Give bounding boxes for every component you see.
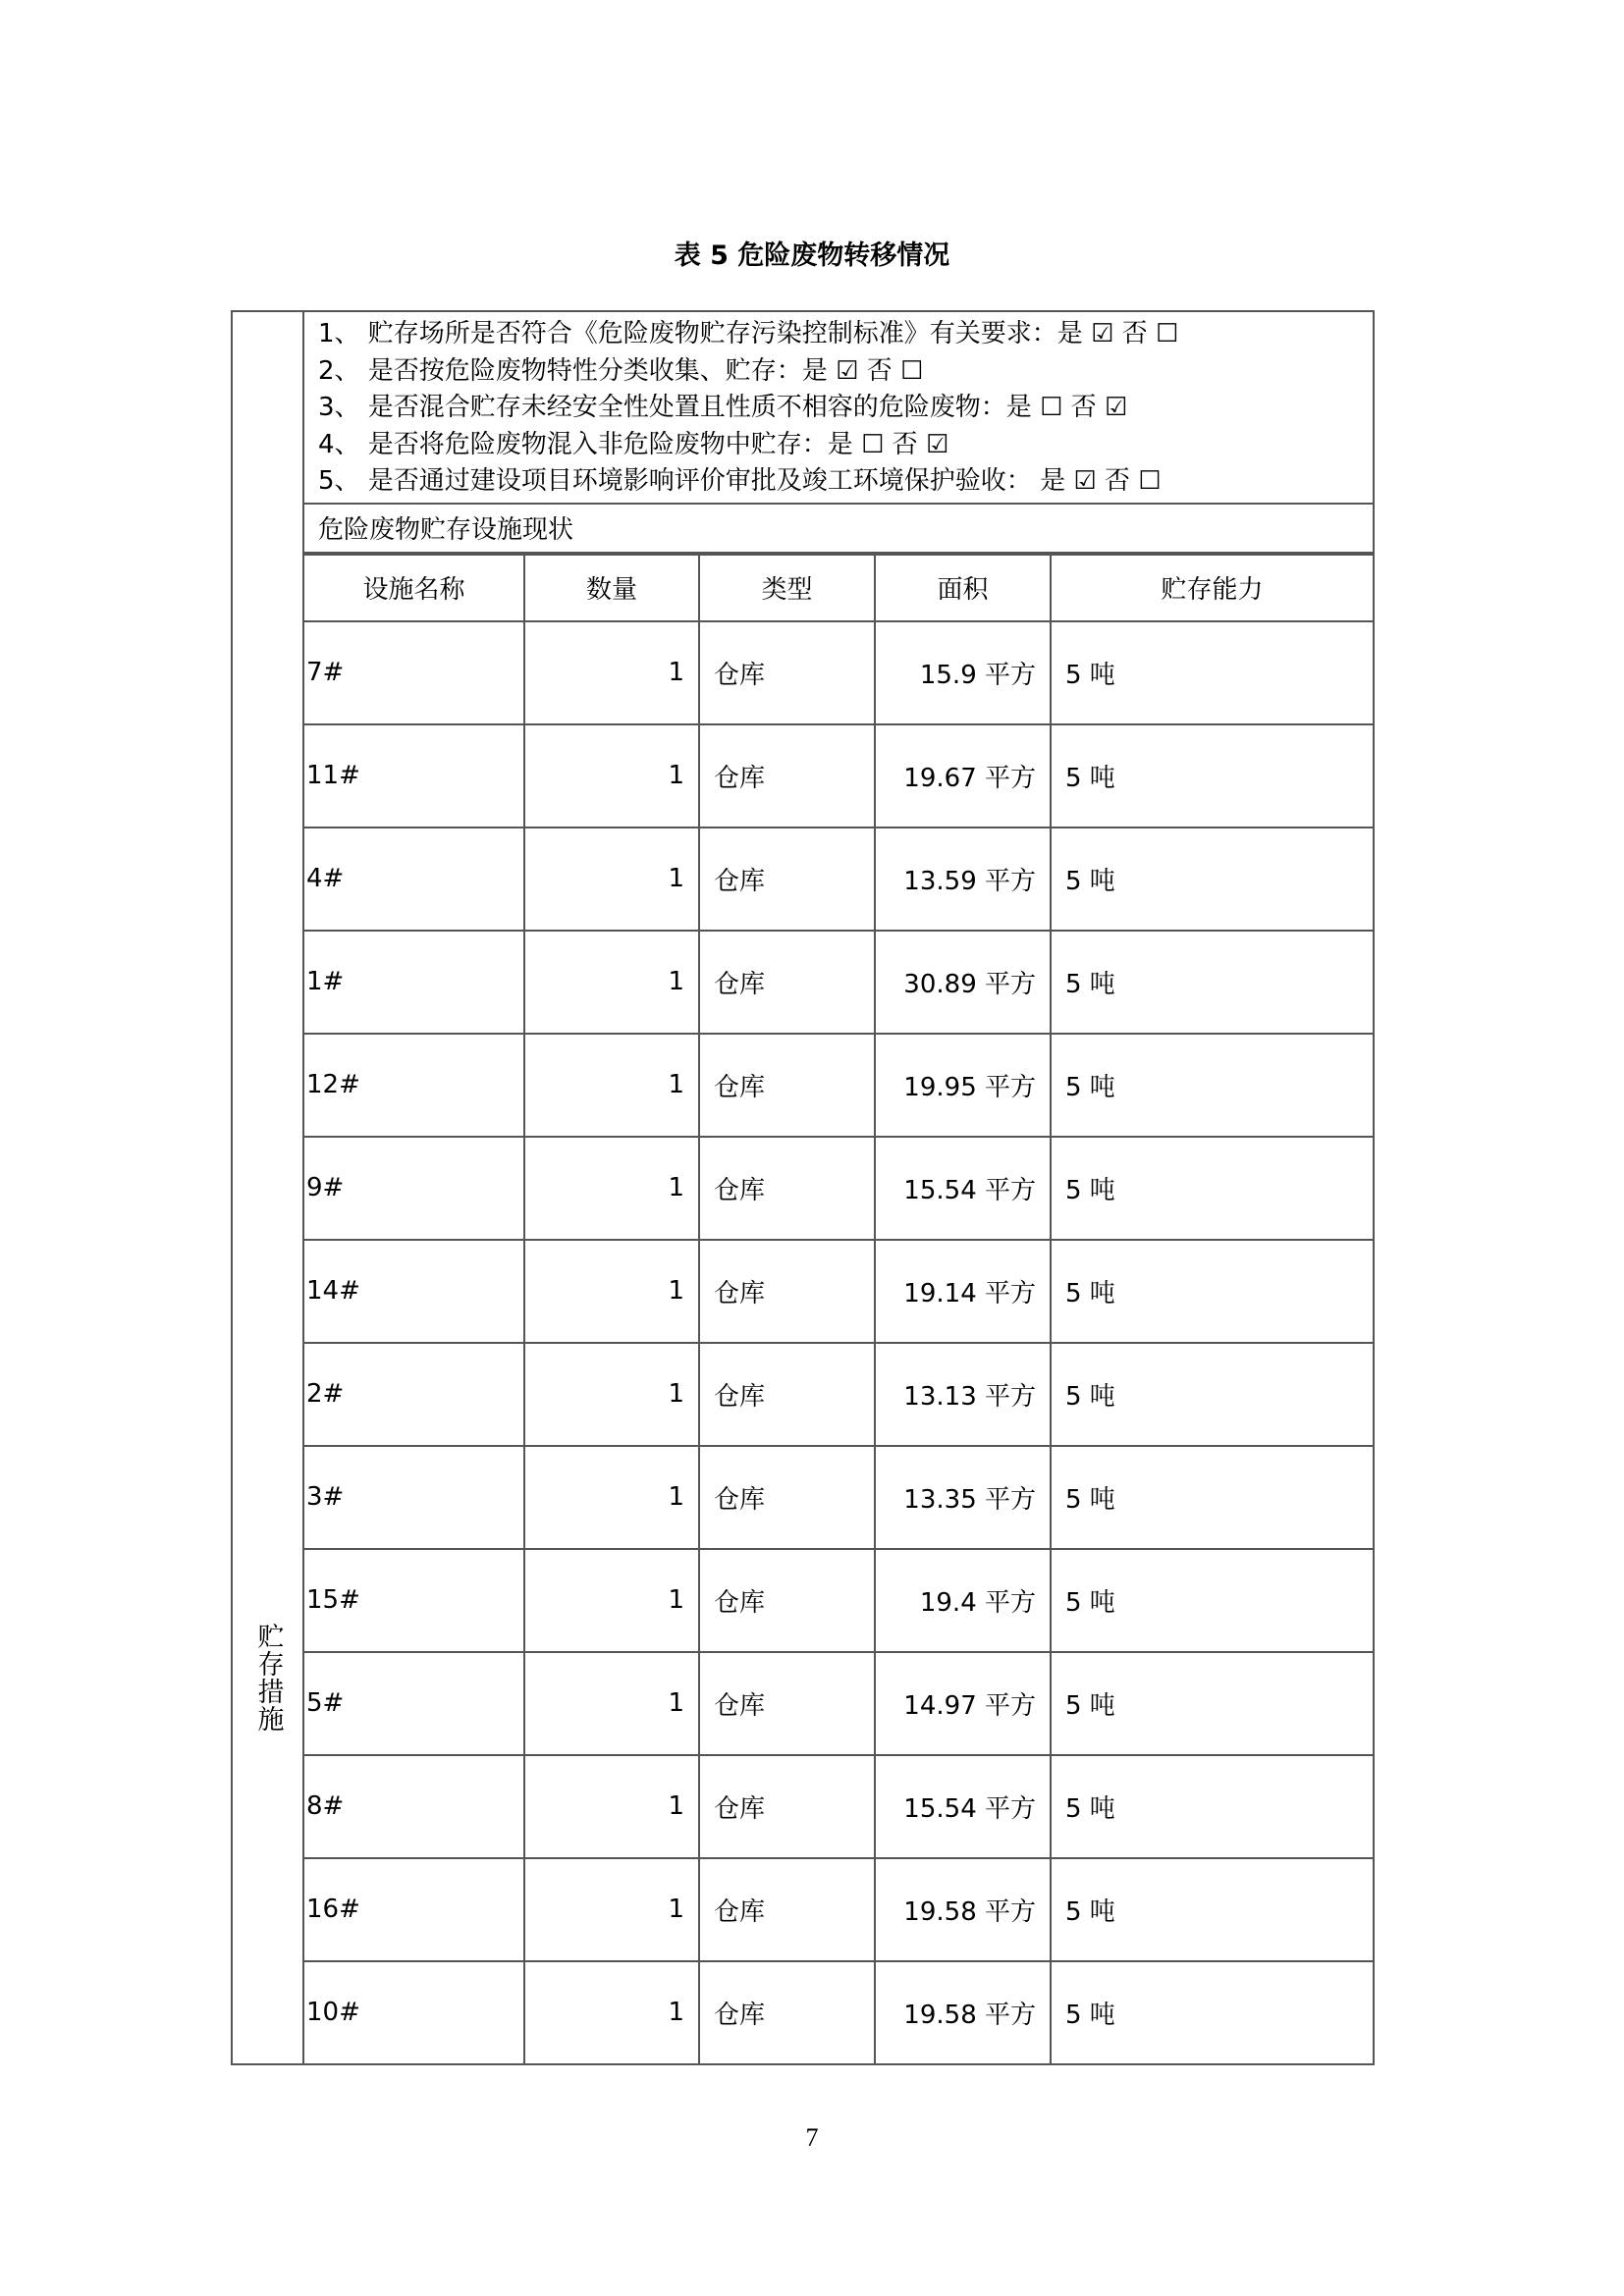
table-cell: 15.54 平方 (875, 1755, 1051, 1858)
table-cell: 19.14 平方 (875, 1240, 1051, 1343)
table-cell: 9# (304, 1137, 524, 1240)
table-row (304, 1652, 1373, 1755)
table-cell: 19.58 平方 (875, 1961, 1051, 2063)
page-number: 7 (805, 2123, 819, 2152)
table-cell: 3# (304, 1446, 524, 1549)
table-cell: 仓库 (699, 828, 875, 931)
table-cell: 仓库 (699, 621, 875, 724)
table-cell: 5# (304, 1652, 524, 1755)
checkbox-icon: ☑ (1104, 393, 1128, 422)
table-cell: 1 (524, 828, 699, 931)
table-row (304, 1446, 1373, 1549)
table-cell: 19.95 平方 (875, 1034, 1051, 1137)
table-cell: 仓库 (699, 1446, 875, 1549)
table-row (304, 931, 1373, 1034)
table-cell: 5 吨 (1051, 724, 1373, 828)
table-cell: 5 吨 (1051, 1652, 1373, 1755)
table-cell: 8# (304, 1755, 524, 1858)
table-cell: 仓库 (699, 1549, 875, 1652)
side-label-cell (232, 311, 303, 2064)
table-cell: 5 吨 (1051, 1034, 1373, 1137)
table-cell: 1# (304, 931, 524, 1034)
table-cell: 仓库 (699, 724, 875, 828)
checkbox-icon: ☐ (1040, 393, 1063, 422)
table-row (304, 1034, 1373, 1137)
table-cell: 16# (304, 1858, 524, 1961)
table-row (304, 1240, 1373, 1343)
table-row (304, 1961, 1373, 2063)
column-header: 数量 (524, 555, 699, 621)
table-cell: 5 吨 (1051, 1961, 1373, 2063)
table-cell: 1 (524, 931, 699, 1034)
table-row (304, 1755, 1373, 1858)
checkbox-icon: ☐ (899, 355, 924, 386)
table-row (304, 1549, 1373, 1652)
table-cell: 5 吨 (1051, 1549, 1373, 1652)
table-cell: 5 吨 (1051, 1755, 1373, 1858)
table-cell: 1 (524, 1343, 699, 1446)
table-cell: 仓库 (699, 1137, 875, 1240)
checkbox-icon: ☑ (836, 355, 859, 386)
column-header: 类型 (699, 555, 875, 621)
table-cell: 13.35 平方 (875, 1446, 1051, 1549)
column-header: 设施名称 (304, 555, 524, 621)
table-cell: 1 (524, 1549, 699, 1652)
table-cell: 10# (304, 1961, 524, 2063)
table-cell: 19.4 平方 (875, 1549, 1051, 1652)
column-header: 贮存能力 (1051, 555, 1373, 621)
table-cell: 2# (304, 1343, 524, 1446)
table-cell: 仓库 (699, 1240, 875, 1343)
table-cell: 5 吨 (1051, 828, 1373, 931)
facility-table-cell (303, 553, 1374, 2064)
table-cell: 仓库 (699, 1343, 875, 1446)
table-cell: 1 (524, 1961, 699, 2063)
column-header: 面积 (875, 555, 1051, 621)
table-cell: 13.59 平方 (875, 828, 1051, 931)
table-cell: 1 (524, 724, 699, 828)
storage-table (231, 310, 1375, 2065)
table-cell: 30.89 平方 (875, 931, 1051, 1034)
table-cell: 7# (304, 621, 524, 724)
check-item: 5、 是否通过建设项目环境影响评价审批及竣工环境保护验收： 是 ☑ 否 ☐ (318, 466, 1162, 496)
section-title: 危险废物贮存设施现状 (303, 504, 1374, 553)
table-header-row (304, 555, 1373, 621)
table-cell: 仓库 (699, 1858, 875, 1961)
table-cell: 仓库 (699, 1755, 875, 1858)
table-cell: 12# (304, 1034, 524, 1137)
checklist (303, 311, 1374, 504)
table-cell: 仓库 (699, 931, 875, 1034)
table-cell: 1 (524, 1137, 699, 1240)
table-cell: 5 吨 (1051, 1446, 1373, 1549)
checkbox-icon: ☑ (925, 429, 949, 459)
table-cell: 5 吨 (1051, 621, 1373, 724)
table-cell: 19.67 平方 (875, 724, 1051, 828)
table-cell: 19.58 平方 (875, 1858, 1051, 1961)
table-cell: 1 (524, 1240, 699, 1343)
check-item: 3、 是否混合贮存未经安全性处置且性质不相容的危险废物：是 ☐ 否 ☑ (318, 393, 1128, 422)
table-cell: 1 (524, 1034, 699, 1137)
checkbox-icon: ☐ (861, 429, 885, 459)
table-row (304, 1858, 1373, 1961)
table-row (304, 724, 1373, 828)
checkbox-icon: ☑ (1091, 319, 1114, 348)
table-row (304, 1343, 1373, 1446)
table-row (304, 621, 1373, 724)
facility-table (304, 554, 1373, 2063)
table-cell: 15# (304, 1549, 524, 1652)
table-cell: 5 吨 (1051, 1858, 1373, 1961)
table-cell: 1 (524, 1858, 699, 1961)
table-cell: 仓库 (699, 1652, 875, 1755)
table-cell: 14# (304, 1240, 524, 1343)
side-label: 贮存措施 (252, 1622, 284, 1733)
table-cell: 仓库 (699, 1961, 875, 2063)
table-cell: 13.13 平方 (875, 1343, 1051, 1446)
table-cell: 1 (524, 621, 699, 724)
table-cell: 1 (524, 1446, 699, 1549)
table-cell: 15.54 平方 (875, 1137, 1051, 1240)
checkbox-icon: ☑ (1073, 466, 1097, 496)
table-cell: 15.9 平方 (875, 621, 1051, 724)
checkbox-icon: ☐ (1155, 319, 1179, 348)
page-title: 表 5 危险废物转移情况 (674, 240, 950, 271)
table-row (304, 828, 1373, 931)
table-cell: 1 (524, 1652, 699, 1755)
table-cell: 5 吨 (1051, 1343, 1373, 1446)
table-cell: 5 吨 (1051, 931, 1373, 1034)
table-cell: 5 吨 (1051, 1137, 1373, 1240)
table-cell: 4# (304, 828, 524, 931)
check-item: 1、 贮存场所是否符合《危险废物贮存污染控制标准》有关要求：是 ☑ 否 ☐ (318, 319, 1179, 348)
table-cell: 14.97 平方 (875, 1652, 1051, 1755)
checkbox-icon: ☐ (1138, 466, 1162, 496)
table-cell: 仓库 (699, 1034, 875, 1137)
table-row (304, 1137, 1373, 1240)
check-item: 4、 是否将危险废物混入非危险废物中贮存：是 ☐ 否 ☑ (318, 429, 949, 459)
table-cell: 1 (524, 1755, 699, 1858)
table-cell: 5 吨 (1051, 1240, 1373, 1343)
check-item: 2、 是否按危险废物特性分类收集、贮存：是 ☑ 否 ☐ (318, 355, 924, 386)
table-cell: 11# (304, 724, 524, 828)
